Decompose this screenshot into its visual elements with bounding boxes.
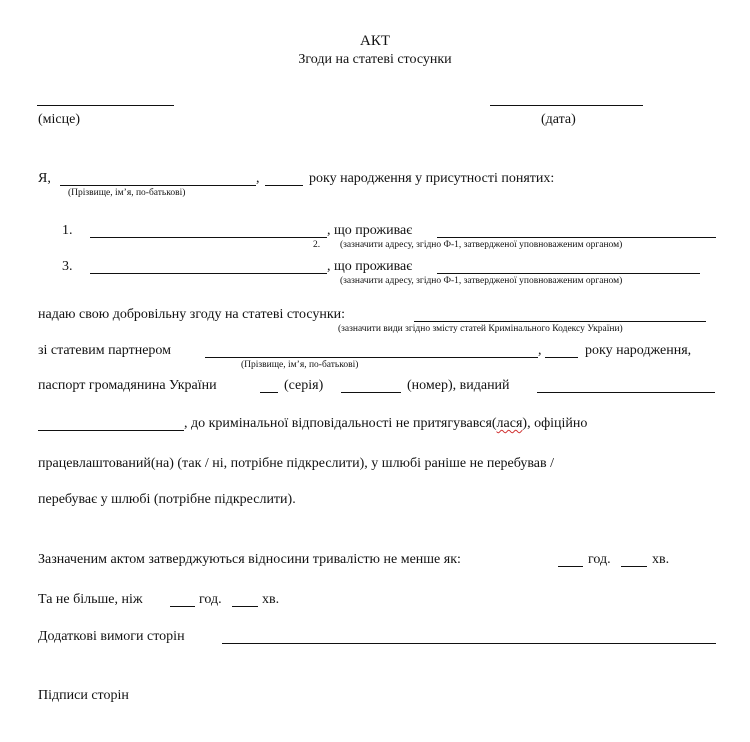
max-duration-hours-blank [170,606,195,607]
witness-1-number: 1. [62,223,73,238]
passport-issuer-blank [537,392,715,393]
additional-requirements-blank [222,643,716,644]
witness-2-address-blank [437,273,700,274]
date-blank [490,105,643,106]
duration-minutes-blank [621,566,647,567]
witness-1-lives-text: , що проживає [327,223,413,238]
partner-comma: , [538,343,542,358]
witness-2-lives-text: , що проживає [327,259,413,274]
duration-text: Зазначеним актом затверджуються відносини тривалістю не менше як: [38,552,461,567]
document-title: АКТ [360,33,390,49]
criminal-record-spellcheck-word: лася [496,416,523,431]
passport-text: паспорт громадянина України [38,378,217,393]
consent-hint: (зазначити види згідно змісту статей Кримінального Кодексу України) [338,324,623,334]
consent-types-blank [414,321,706,322]
intro-ya: Я, [38,171,51,186]
criminal-record-text [184,416,587,432]
duration-hours-blank [558,566,583,567]
marriage-text: перебуває у шлюбі (потрібне підкреслити). [38,492,296,507]
place-blank [37,105,174,106]
date-label: (дата) [541,112,576,127]
criminal-record-text-before: , до кримінальної відповідальності не притягувався( [184,416,497,431]
passport-number-blank [341,392,401,393]
max-duration-hours-label: год. [199,592,222,607]
declarant-birth-year-blank [265,185,303,186]
partner-name-hint: (Прізвище, ім’я, по-батькові) [241,360,359,370]
intro-comma: , [256,171,260,186]
signatures-text: Підписи сторін [38,688,129,703]
witness-2-number: 3. [62,259,73,274]
partner-birth-text: року народження, [585,343,692,358]
witness-2-address-hint: (зазначити адресу, згідно Ф-1, затвердженої уповноваженим органом) [340,276,623,286]
witness-1-address-hint: (зазначити адресу, згідно Ф-1, затвердженої уповноваженим органом) [340,240,623,250]
additional-requirements-text: Додаткові вимоги сторін [38,629,185,644]
witness-1-address-blank [437,237,716,238]
passport-issued-text: (номер), виданий [407,378,510,393]
declarant-name-hint: (Прізвище, ім’я, по-батькові) [68,188,186,198]
passport-series-label: (серія) [284,378,324,393]
witness-1-hint-number: 2. [313,240,321,250]
document-subtitle: Згоди на статеві стосунки [298,52,452,67]
intro-birth-text: року народження у присутності понятих: [309,171,555,186]
consent-text: надаю свою добровільну згоду на статеві стосунки: [38,307,346,322]
witness-2-name-blank [90,273,327,274]
passport-series-blank [260,392,278,393]
max-duration-minutes-blank [232,606,258,607]
criminal-record-text-after: ), офіційно [522,416,588,431]
passport-issuer-continued-blank [38,430,184,431]
partner-name-blank [205,357,538,358]
employment-text: працевлаштований(на) (так / ні, потрібне підкреслити), у шлюбі раніше не перебував / [38,456,554,471]
partner-birth-year-blank [545,357,578,358]
partner-text: зі статевим партнером [38,343,172,358]
duration-minutes-label: хв. [652,552,670,567]
place-label: (місце) [38,112,80,127]
max-duration-minutes-label: хв. [262,592,280,607]
duration-hours-label: год. [588,552,611,567]
max-duration-text: Та не більше, ніж [38,592,143,607]
witness-1-name-blank [90,237,327,238]
declarant-name-blank [60,185,256,186]
